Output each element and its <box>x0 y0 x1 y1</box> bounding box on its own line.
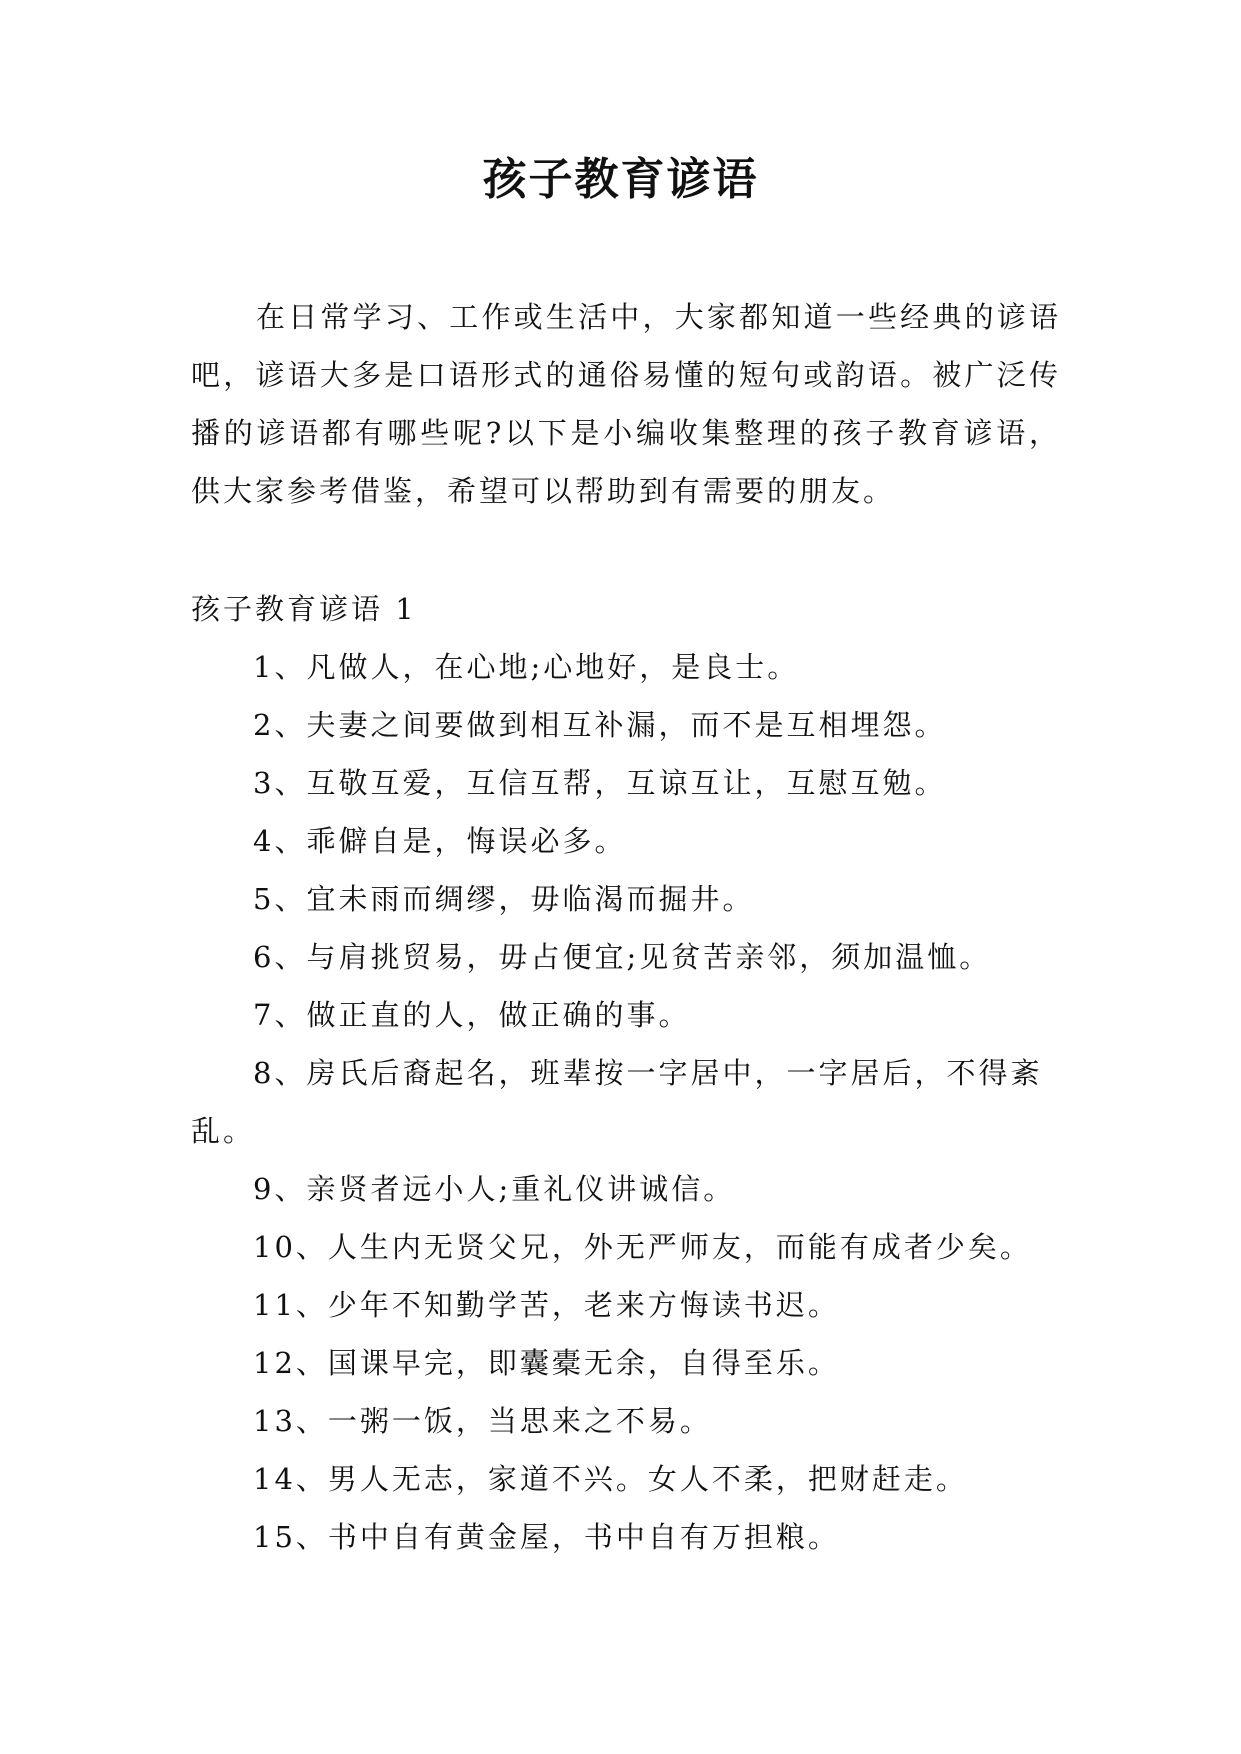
list-item: 5、宜未雨而绸缪，毋临渴而掘井。 <box>253 882 755 916</box>
list-item: 8、房氏后裔起名，班辈按一字居中，一字居后，不得紊乱。 <box>191 1056 1043 1148</box>
list-item: 14、男人无志，家道不兴。女人不柔，把财赶走。 <box>253 1462 968 1496</box>
list-item: 11、少年不知勤学苦，老来方悔读书迟。 <box>253 1288 840 1322</box>
list-item: 6、与肩挑贸易，毋占便宜;见贫苦亲邻，须加温恤。 <box>253 940 992 974</box>
proverb-list <box>191 638 1091 1566</box>
list-item: 7、做正直的人，做正确的事。 <box>253 998 691 1032</box>
section-heading: 孩子教育谚语 1 <box>191 592 417 626</box>
list-item: 13、一粥一饭，当思来之不易。 <box>253 1404 712 1438</box>
intro-paragraph: 在日常学习、工作或生活中，大家都知道一些经典的谚语吧，谚语大多是口语形式的通俗易懂的短句或韵语。被广泛传播的谚语都有哪些呢?以下是小编收集整理的孩子教育谚语，供大家参考借鉴，希望可以帮助到有需要的朋友。 <box>191 300 1061 508</box>
list-item: 12、国课早完，即囊橐无余，自得至乐。 <box>253 1346 840 1380</box>
list-item: 3、互敬互爱，互信互帮，互谅互让，互慰互勉。 <box>253 766 947 800</box>
page-title: 孩子教育谚语 <box>482 154 759 205</box>
list-item: 2、夫妻之间要做到相互补漏，而不是互相埋怨。 <box>253 708 947 742</box>
list-item: 9、亲贤者远小人;重礼仪讲诚信。 <box>253 1172 736 1206</box>
list-item: 1、凡做人，在心地;心地好，是良士。 <box>253 650 800 684</box>
list-item: 10、人生内无贤父兄，外无严师友，而能有成者少矣。 <box>253 1230 1032 1264</box>
list-item: 4、乖僻自是，悔误必多。 <box>253 824 627 858</box>
list-item: 15、书中自有黄金屋，书中自有万担粮。 <box>253 1520 840 1554</box>
